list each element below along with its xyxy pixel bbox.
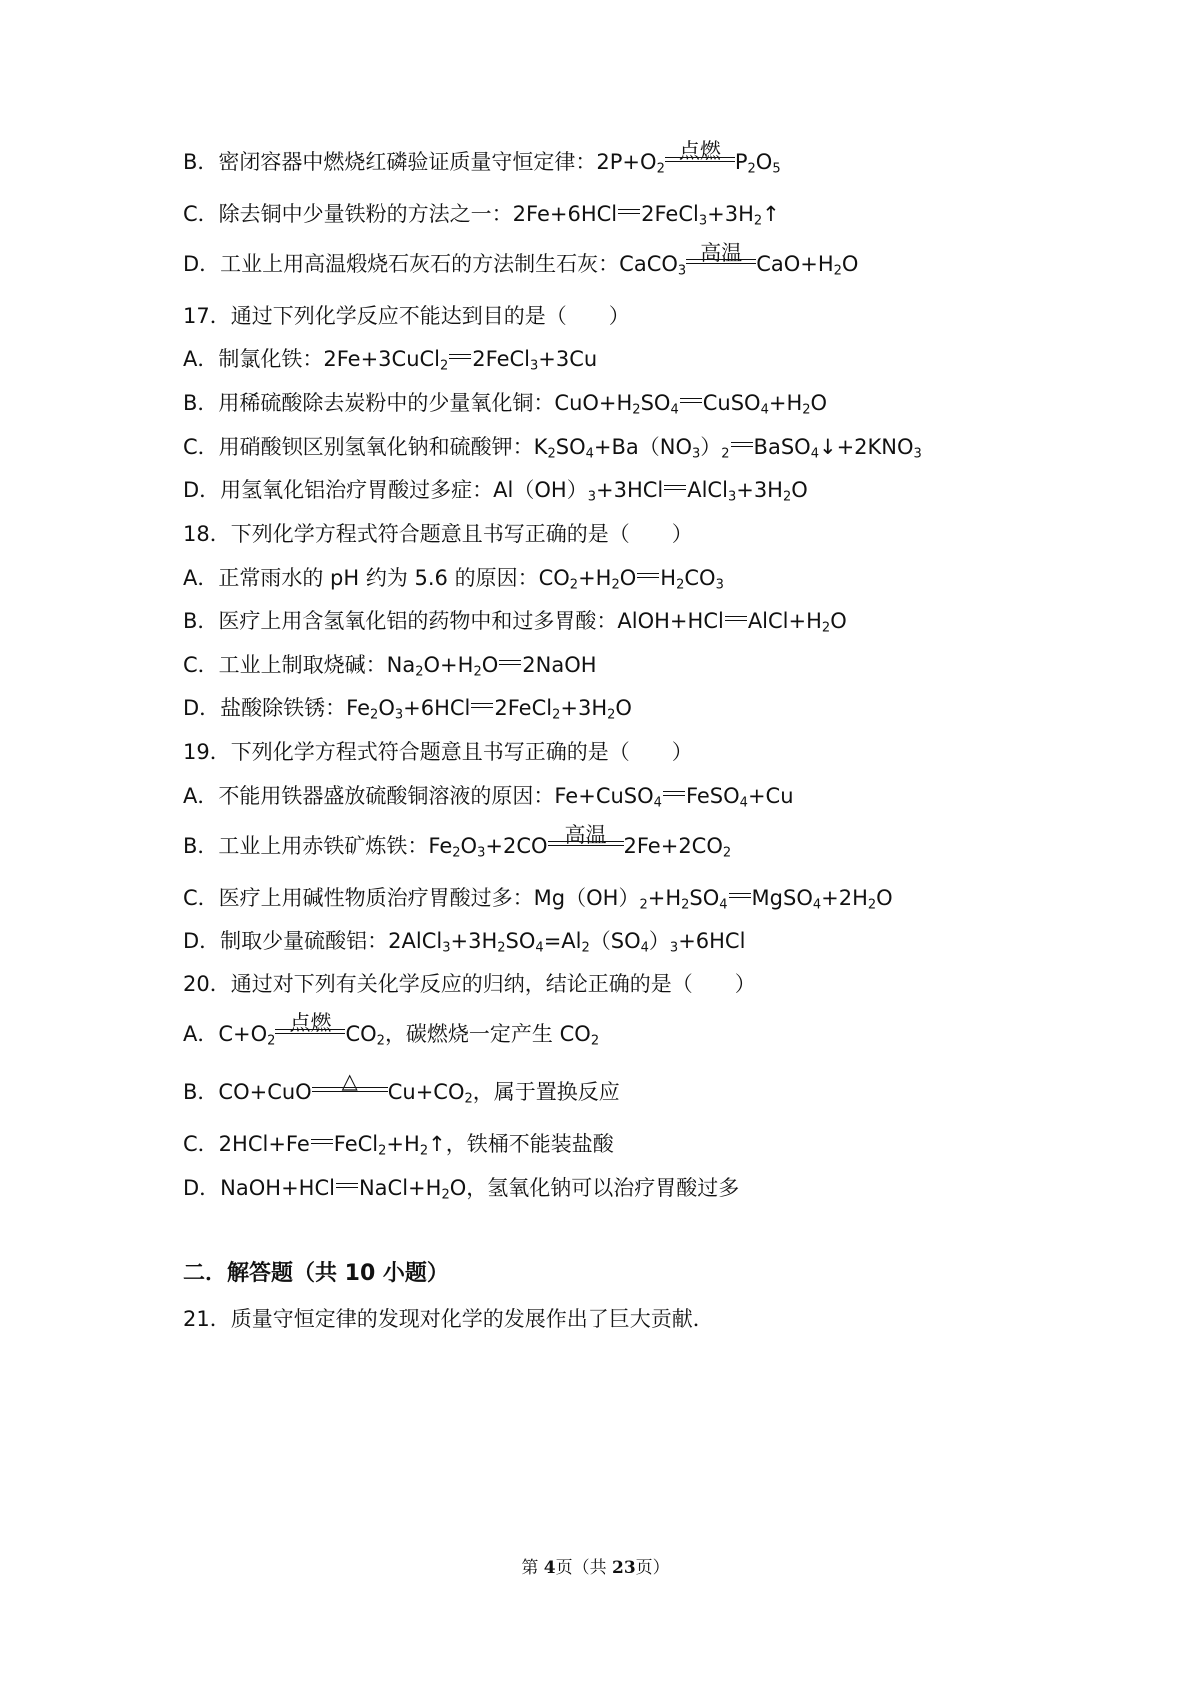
- option-17d: D．用氢氧化铝治疗胃酸过多症：$Al(OH)_3+3HCl$ $AlCl_3+3H_2O$: [183, 478, 808, 505]
- option-17c: C．用硝酸钡区别氢氧化钠和硫酸钾：$K_2SO_4+Ba(NO_3)_2$ $BaSO_4↓+2KNO_3$: [183, 435, 922, 462]
- option-16d: D．工业上用高温煅烧石灰石的方法制生石灰：CaCO$_3$ 高温 $CaO+H_2O$: [183, 240, 859, 279]
- option-16b: B．密闭容器中燃烧红磷验证质量守恒定律：$2P+O_2$ 点燃 $P_2O_5$: [183, 138, 781, 177]
- question-20: 20．通过对下列有关化学反应的归纳，结论正确的是（ ）: [183, 972, 756, 996]
- question-17: 17．通过下列化学反应不能达到目的是（ ）: [183, 304, 630, 328]
- option-20d: D．NaOH+HCl $NaCl+H_2O$，氢氧化钠可以治疗胃酸过多: [183, 1176, 740, 1203]
- option-18c: C．工业上制取烧碱：$Na_2O+H_2O$ 2NaOH: [183, 653, 597, 680]
- option-19b: B．工业上用赤铁矿炼铁：$Fe_2O_3+2CO$ 高温 $2Fe+2CO_2$: [183, 822, 732, 861]
- page-footer: 第 4页（共 23页）: [521, 1558, 670, 1578]
- option-19a: A．不能用铁器盛放硫酸铜溶液的原因：Fe+CuSO$_4$ FeSO$_4$+Cu: [183, 784, 794, 811]
- option-20c: C．2HCl+Fe $FeCl_2+H_2↑$，铁桶不能装盐酸: [183, 1132, 614, 1159]
- page-number: 4: [543, 1558, 556, 1578]
- reaction-condition: 点燃: [665, 147, 735, 177]
- option-17a: A．制氯化铁：2Fe+3CuCl$_2$ 2FeCl$_3$+3Cu: [183, 347, 598, 374]
- section-heading: 二．解答题（共 10 小题）: [183, 1261, 449, 1286]
- question-21: 21．质量守恒定律的发现对化学的发展作出了巨大贡献．: [183, 1307, 714, 1331]
- option-18d: D．盐酸除铁锈：$Fe_2O_3+6HCl$ $2FeCl_2+3H_2O$: [183, 696, 632, 723]
- reaction-condition: 点燃: [275, 1019, 345, 1049]
- option-20a: A．$C+O_2$ 点燃 $CO_2$，碳燃烧一定产生 $CO_2$: [183, 1010, 600, 1049]
- option-20b: B．CO+CuO △ $Cu+CO_2$，属于置换反应: [183, 1068, 620, 1107]
- reaction-condition: 高温: [548, 831, 624, 861]
- option-19c: C．医疗上用碱性物质治疗胃酸过多：$Mg(OH)_2+H_2SO_4$ $MgSO_4+2H_2O$: [183, 886, 893, 913]
- question-18: 18．下列化学方程式符合题意且书写正确的是（ ）: [183, 522, 693, 546]
- total-pages: 23: [611, 1558, 636, 1578]
- option-19d: D．制取少量硫酸铝：$2AlCl_3+3H_2SO_4=Al_2(SO_4)_3+6HCl$: [183, 929, 746, 956]
- reaction-condition: △: [312, 1077, 388, 1107]
- option-18a: A．正常雨水的 pH 约为 5.6 的原因：$CO_2+H_2O$ $H_2CO_3$: [183, 566, 724, 593]
- question-19: 19．下列化学方程式符合题意且书写正确的是（ ）: [183, 740, 693, 764]
- option-17b: B．用稀硫酸除去炭粉中的少量氧化铜：$CuO+H_2SO_4$ $CuSO_4+H_2O$: [183, 391, 828, 418]
- option-18b: B．医疗上用含氢氧化铝的药物中和过多胃酸：AlOH+HCl $AlCl+H_2O$: [183, 609, 847, 636]
- reaction-condition: 高温: [686, 249, 756, 279]
- option-16c: C．除去铜中少量铁粉的方法之一：2Fe+6HCl $2FeCl_3+3H_2↑$: [183, 202, 780, 229]
